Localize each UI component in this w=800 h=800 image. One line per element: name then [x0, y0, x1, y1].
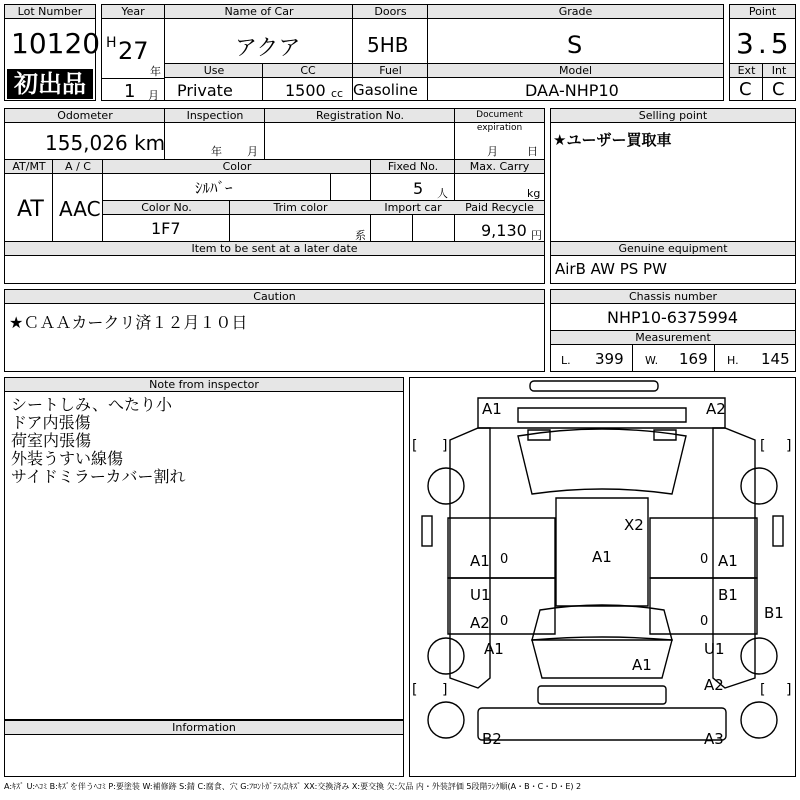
int-value: C [772, 79, 785, 100]
int-label: Int [763, 64, 795, 78]
model-label: Model [428, 64, 723, 78]
trim-label: Trim color [230, 201, 371, 215]
year-unit: 年 [150, 65, 161, 78]
mark-zero-left-2: 0 [500, 614, 509, 629]
year-era: H [106, 35, 117, 51]
recycle-value: 9,130 [481, 221, 527, 240]
mark-a2-top-right: A2 [706, 400, 726, 418]
inspector-label: Note from inspector [5, 378, 403, 392]
month-unit: 月 [148, 89, 159, 102]
mark-a1-left: A1 [470, 552, 490, 570]
caution-box [4, 289, 545, 372]
year-value: 27 [118, 37, 149, 65]
car-info-cell [164, 4, 724, 101]
mark-x2: X2 [624, 516, 644, 534]
point-label: Point [730, 5, 795, 19]
lot-number-value: 10120 [11, 27, 101, 60]
inspection-label: Inspection [165, 109, 265, 123]
fuel-value: Gasoline [353, 81, 418, 99]
mark-u1-right: U1 [704, 640, 725, 658]
mark-zero-right-1: 0 [700, 552, 709, 567]
atmt-value: AT [17, 197, 44, 222]
measurement-label: Measurement [551, 331, 795, 345]
mark-a2-right-2: A2 [704, 676, 724, 694]
cc-unit: cc [331, 87, 344, 100]
inspector-line: シートしみ、へたり小 [11, 395, 172, 414]
cc-label: CC [263, 64, 353, 78]
fixed-value: 5 [413, 179, 424, 198]
car-outline-drawing [410, 378, 795, 776]
atmt-label: AT/MT [5, 160, 53, 174]
use-value: Private [177, 81, 233, 100]
cc-value: 1500 [285, 81, 326, 100]
color-no-label: Color No. [103, 201, 230, 215]
fixed-label: Fixed No. [371, 160, 455, 174]
point-value: 3.5 [736, 27, 793, 60]
height-label: H. [727, 354, 739, 367]
information-box [4, 720, 404, 777]
inspector-line: サイドミラーカバー割れ [11, 467, 186, 486]
mark-b1-right: B1 [718, 586, 738, 604]
selling-point-box [550, 108, 796, 242]
first-listing-badge: 初出品 [7, 69, 93, 99]
caution-text: ★ＣＡＡカークリ済１２月１０日 [9, 313, 248, 332]
ext-label: Ext [730, 64, 763, 78]
caution-label: Caution [5, 290, 544, 304]
diagram-bracket-left-open: [ [412, 682, 418, 698]
name-label: Name of Car [165, 5, 353, 19]
inspector-line: 外装うすい線傷 [11, 449, 124, 468]
lot-number-label: Lot Number [5, 5, 95, 19]
odometer-label: Odometer [5, 109, 165, 123]
recycle-label: Paid Recycle [455, 201, 544, 215]
ext-value: C [739, 79, 752, 100]
car-diagram [409, 377, 796, 777]
diagram-bracket-left-open: [ [412, 438, 418, 454]
month-value: 1 [124, 81, 136, 102]
color-value: ｼﾙﾊﾞｰ [195, 179, 233, 197]
inspection-year-unit: 年 [211, 145, 222, 158]
selling-point-label: Selling point [551, 109, 795, 123]
diagram-bracket-right-close: ] [786, 682, 792, 698]
registration-label: Registration No. [265, 109, 455, 123]
point-cell [729, 4, 796, 101]
width-label: W. [645, 354, 659, 367]
mark-zero-left-1: 0 [500, 552, 509, 567]
chassis-label: Chassis number [551, 290, 795, 304]
diagram-bracket-right-close: ] [786, 438, 792, 454]
year-cell [101, 4, 165, 101]
inspection-month-unit: 月 [247, 145, 258, 158]
year-label: Year [102, 5, 164, 19]
diagram-bracket-right-open: [ [760, 438, 766, 454]
fuel-label: Fuel [353, 64, 428, 78]
mark-a1-bottom: A1 [632, 656, 652, 674]
width-value: 169 [679, 350, 708, 368]
ac-value: AAC [59, 197, 101, 221]
odometer-value: 155,026 km [45, 131, 166, 155]
diagram-bracket-right-open: [ [760, 682, 766, 698]
import-label: Import car [371, 201, 455, 215]
inspector-line: ドア内張傷 [11, 413, 91, 432]
max-carry-label: Max. Carry [455, 160, 544, 174]
length-label: L. [561, 354, 571, 367]
information-label: Information [5, 721, 403, 735]
chassis-value: NHP10-6375994 [607, 308, 739, 327]
mark-a3-bottom-right: A3 [704, 730, 724, 748]
lot-number-cell [4, 4, 101, 101]
mark-a1-left-2: A1 [484, 640, 504, 658]
genuine-text: AirB AW PS PW [555, 260, 667, 278]
legend-text: A:ｷｽﾞ U:ﾍｺﾐ B:ｷｽﾞを伴うﾍｺﾐ P:要塗装 W:補修跡 S:錆 C:腐食、穴 G:ﾌﾛﾝﾄｶﾞﾗｽ点ｷｽﾞ XX:交換済み X:要交換 欠:欠品 内・外装評価 5段階ﾗﾝｸ順(A・B・C・D・E) 2 [4, 782, 582, 791]
inspector-lines [11, 396, 186, 486]
genuine-equipment-box [550, 241, 796, 284]
diagram-bracket-left-close: ] [442, 438, 448, 454]
mark-b1-far-right: B1 [764, 604, 784, 622]
mark-a1-top-left: A1 [482, 400, 502, 418]
mark-a1-center: A1 [592, 548, 612, 566]
doc-exp-day-unit: 日 [527, 145, 538, 158]
doors-label: Doors [353, 5, 428, 19]
color-no-value: 1F7 [151, 219, 181, 238]
inspector-line: 荷室内張傷 [11, 431, 92, 450]
ac-label: A / C [53, 160, 103, 174]
chassis-box [550, 289, 796, 372]
grade-value: S [567, 31, 583, 59]
mark-a1-right: A1 [718, 552, 738, 570]
length-value: 399 [595, 350, 624, 368]
genuine-label: Genuine equipment [551, 242, 795, 256]
grade-label: Grade [428, 5, 723, 19]
doors-value: 5HB [367, 33, 409, 57]
use-label: Use [165, 64, 263, 78]
selling-point-text: ★ユーザー買取車 [553, 131, 672, 149]
recycle-unit: 円 [531, 229, 542, 242]
doc-exp-month-unit: 月 [487, 145, 498, 158]
mark-zero-right-2: 0 [700, 614, 709, 629]
inspector-note-box [4, 377, 404, 720]
doc-expiration-label: Document expiration [455, 109, 544, 123]
vehicle-details [4, 108, 545, 284]
mark-a2-left: A2 [470, 614, 490, 632]
mark-u1-left: U1 [470, 586, 491, 604]
color-label: Color [103, 160, 371, 174]
mark-b2-bottom-left: B2 [482, 730, 502, 748]
trim-unit: 系 [355, 229, 366, 242]
fixed-unit: 人 [437, 187, 448, 200]
height-value: 145 [761, 350, 790, 368]
diagram-bracket-left-close: ] [442, 682, 448, 698]
max-carry-unit: kg [527, 187, 541, 200]
car-name: アクア [235, 36, 301, 61]
later-label: Item to be sent at a later date [5, 242, 544, 256]
model-value: DAA-NHP10 [525, 81, 619, 100]
